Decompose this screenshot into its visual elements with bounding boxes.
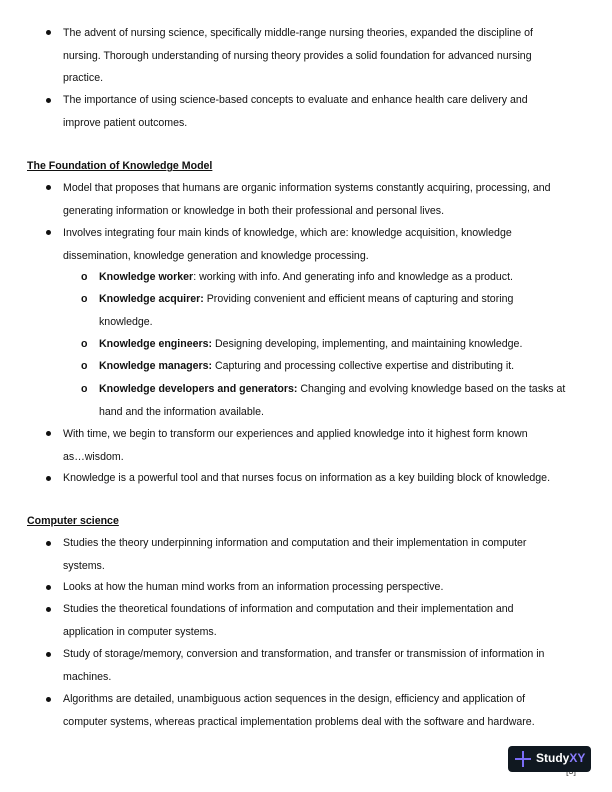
text-line: Study of storage/memory, conversion and transformation, and transfer or transmission of information in: [63, 648, 545, 660]
bullet-dot: [46, 697, 51, 702]
text-line: The importance of using science-based concepts to evaluate and enhance health care delivery and: [63, 94, 528, 106]
bullet-dot: [46, 185, 51, 190]
section2-bullet-3: [63, 598, 583, 643]
subitem-knowledge-engineers: [99, 333, 581, 356]
subitem-desc: Capturing and processing collective expertise and distributing it.: [212, 360, 515, 372]
subitem-desc: Changing and evolving knowledge based on the tasks at: [297, 383, 566, 395]
text-line: improve patient outcomes.: [63, 116, 188, 129]
text-line: With time, we begin to transform our experiences and applied knowledge into it highest form known: [63, 428, 528, 440]
text-line: dissemination, knowledge generation and knowledge processing.: [63, 249, 369, 262]
text-line: nursing. Thorough understanding of nursing theory provides a solid foundation for advanced nursing: [63, 49, 532, 62]
bullet-dot: [46, 585, 51, 590]
bullet-dot: [46, 230, 51, 235]
sub-bullet-marker: o: [81, 360, 88, 372]
bullet-dot: [46, 541, 51, 546]
subitem-term: Knowledge managers:: [99, 360, 213, 372]
bullet-dot: [46, 30, 51, 35]
bullet-dot: [46, 98, 51, 103]
text-line: application in computer systems.: [63, 625, 217, 638]
subitem-term: Knowledge engineers:: [99, 338, 213, 350]
subitem-term: Knowledge acquirer:: [99, 293, 204, 305]
section1-bullet-4: [63, 467, 603, 490]
sub-bullet-marker: o: [81, 383, 88, 395]
text-line: The advent of nursing science, specifically middle-range nursing theories, expanded the discipline of: [63, 27, 533, 39]
section1-bullet-2: [63, 222, 583, 267]
brand-logo-text: StudyXY: [536, 751, 586, 765]
text-line: generating information or knowledge in both their professional and personal lives.: [63, 204, 445, 217]
subitem-knowledge-acquirer: [99, 288, 581, 333]
section2-bullet-1: [63, 532, 583, 577]
text-line: Model that proposes that humans are organic information systems constantly acquiring, processing, and: [63, 182, 551, 194]
section2-bullet-5: [63, 688, 603, 733]
studyxy-badge[interactable]: [508, 746, 591, 772]
section1-bullet-3: [63, 423, 583, 468]
text-line: as…wisdom.: [63, 450, 124, 463]
subitem-term: Knowledge developers and generators:: [99, 383, 298, 395]
section-heading-computer-science: Computer science: [27, 515, 119, 527]
section2-bullet-2: [63, 576, 583, 599]
intro-bullet-2: [63, 89, 583, 134]
text-line: practice.: [63, 72, 104, 84]
subitem-desc: Designing developing, implementing, and maintaining knowledge.: [212, 338, 523, 350]
plus-icon: [515, 751, 531, 767]
section-heading-foundation: The Foundation of Knowledge Model: [27, 160, 213, 172]
sub-bullet-marker: o: [81, 338, 88, 350]
bullet-dot: [46, 652, 51, 657]
text-line: Studies the theory underpinning information and computation and their implementation in computer: [63, 537, 527, 549]
text-line: Studies the theoretical foundations of information and computation and their implementation and: [63, 603, 514, 615]
subitem-desc: Providing convenient and efficient means of capturing and storing: [203, 293, 514, 305]
subitem-knowledge-managers: [99, 355, 581, 378]
text-line: Knowledge is a powerful tool and that nurses focus on information as a key building block of knowledge.: [63, 472, 551, 484]
subitem-knowledge-worker: [99, 266, 581, 289]
subitem-desc-cont: hand and the information available.: [99, 405, 264, 418]
subitem-desc: : working with info. And generating info and knowledge as a product.: [193, 271, 513, 283]
subitem-knowledge-developers: [99, 378, 581, 423]
text-line: Algorithms are detailed, unambiguous action sequences in the design, efficiency and application of: [63, 693, 526, 705]
bullet-dot: [46, 607, 51, 612]
sub-bullet-marker: o: [81, 293, 88, 305]
section1-bullet-1: [63, 177, 583, 222]
intro-bullet-1: [63, 22, 583, 90]
section2-bullet-4: [63, 643, 603, 688]
text-line: systems.: [63, 559, 105, 572]
text-line: machines.: [63, 670, 112, 683]
bullet-dot: [46, 476, 51, 481]
subitem-desc-cont: knowledge.: [99, 315, 153, 328]
sub-bullet-marker: o: [81, 271, 88, 283]
subitem-term: Knowledge worker: [99, 271, 194, 283]
text-line: computer systems, whereas practical implementation problems deal with the software and hardware.: [63, 715, 535, 728]
text-line: Looks at how the human mind works from an information processing perspective.: [63, 581, 444, 593]
bullet-dot: [46, 431, 51, 436]
text-line: Involves integrating four main kinds of knowledge, which are: knowledge acquisition, knowledge: [63, 227, 512, 239]
